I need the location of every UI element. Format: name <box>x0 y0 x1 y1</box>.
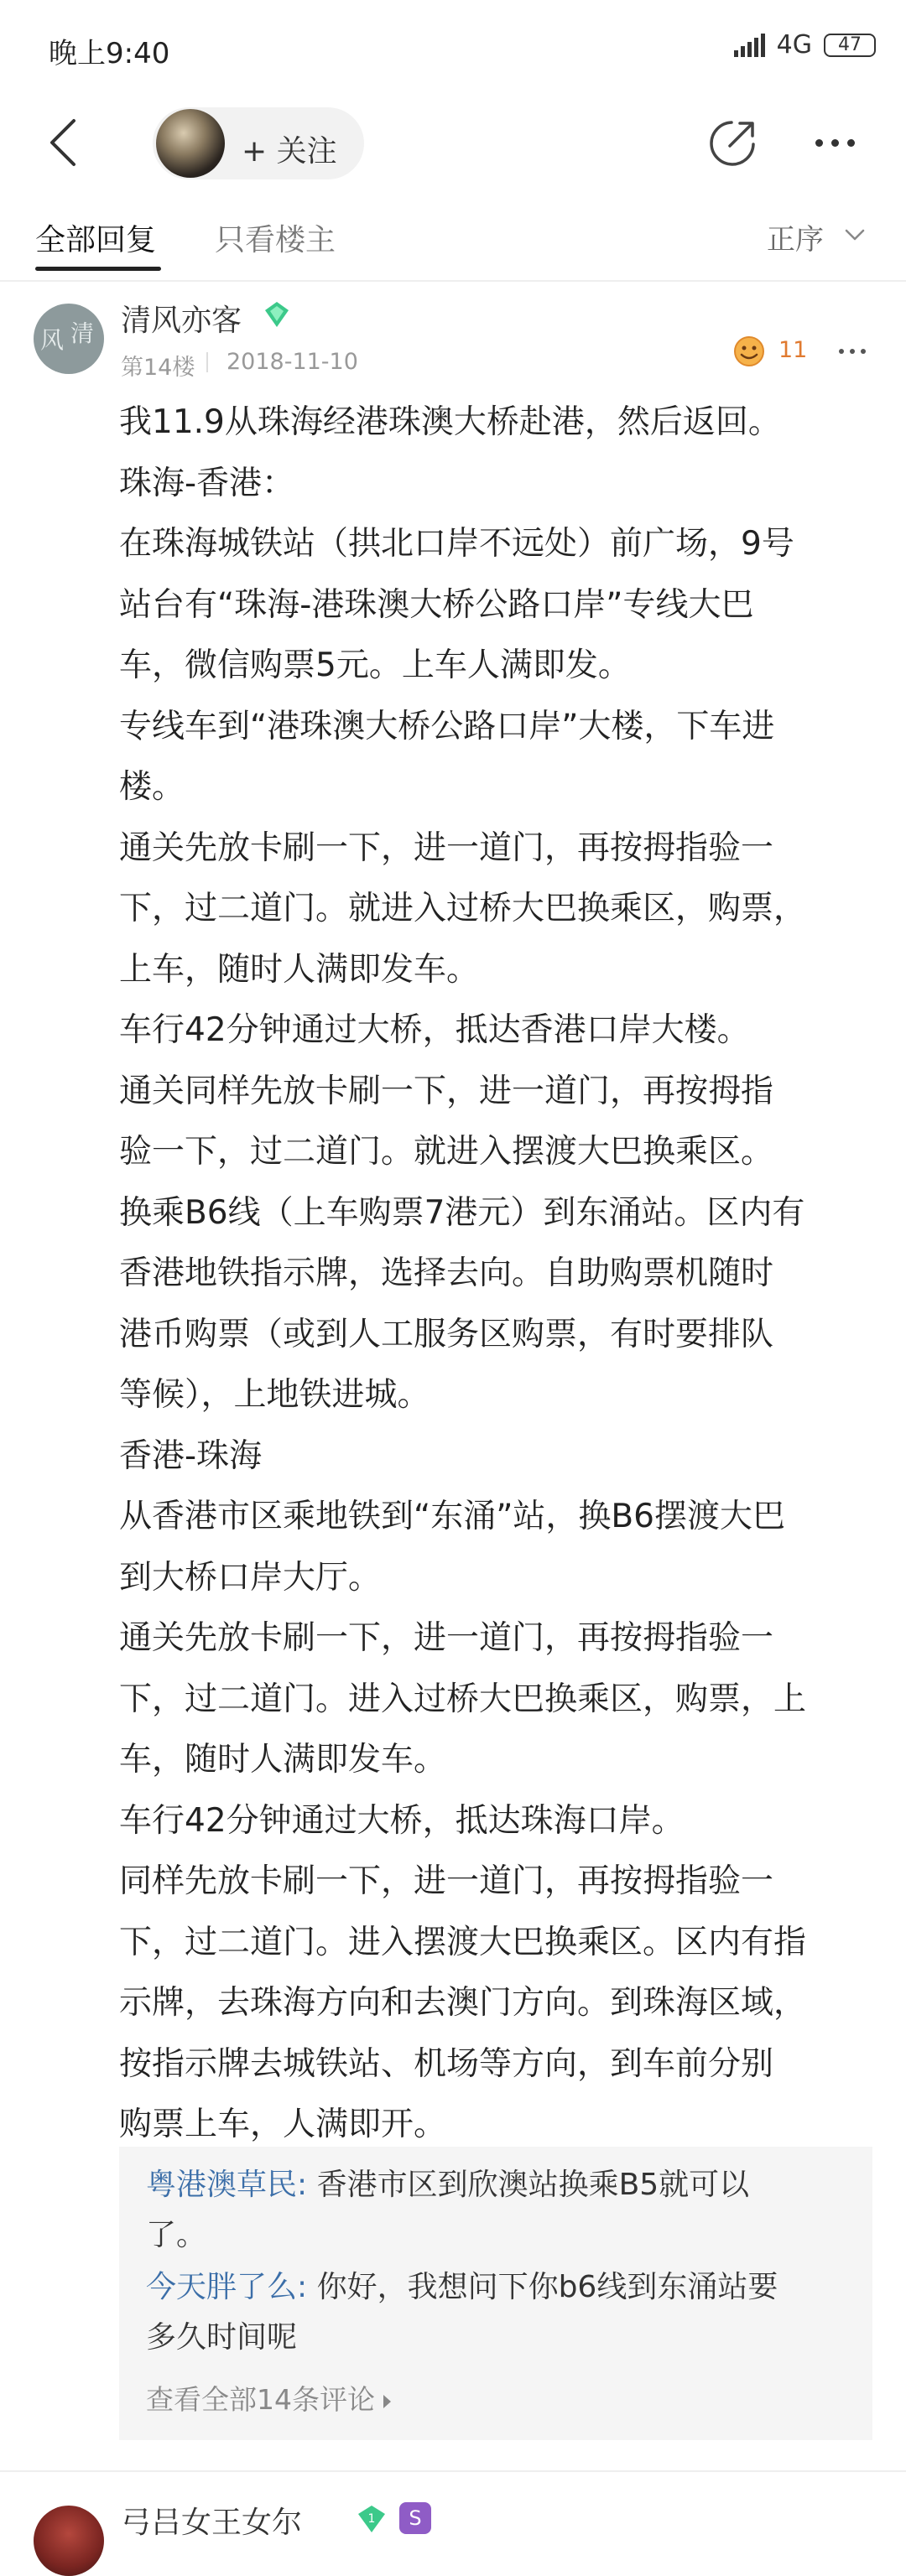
divider <box>0 280 906 282</box>
active-tab-indicator <box>35 267 161 271</box>
content-line: 我11.9从珠海经港珠澳大桥赴港，然后返回。 <box>119 403 781 441</box>
post-date: 2018-11-10 <box>226 349 358 375</box>
username[interactable]: 清风亦客 <box>121 304 242 338</box>
avatar-char: 风 <box>40 326 65 354</box>
content-line: 通关同样先放卡刷一下，进一道门，再按拇指 <box>119 1072 774 1110</box>
reply-text: 香港市区到欣澳站换乘B5就可以 <box>307 2168 750 2202</box>
content-line: 通关先放卡刷一下，进一道门，再按拇指验一 <box>119 1619 774 1657</box>
follow-label[interactable]: + 关注 <box>242 134 337 169</box>
post-more-icon[interactable] <box>839 349 866 354</box>
author-avatar[interactable] <box>156 109 225 178</box>
share-icon[interactable] <box>706 117 758 169</box>
level-badge-icon <box>356 2504 388 2534</box>
content-line: 同样先放卡刷一下，进一道门，再按拇指验一 <box>119 1862 774 1900</box>
reply-tabs <box>0 198 906 282</box>
like-count: 11 <box>778 337 808 363</box>
avatar[interactable] <box>34 304 104 374</box>
content-line: 珠海-香港： <box>119 464 295 502</box>
content-line: 站台有“珠海-港珠澳大桥公路口岸”专线大巴 <box>119 585 754 624</box>
content-line: 楼。 <box>119 768 185 806</box>
tab-all-replies[interactable]: 全部回复 <box>35 223 157 257</box>
content-line: 车行42分钟通过大桥，抵达珠海口岸。 <box>119 1801 685 1840</box>
content-line: 在珠海城铁站（拱北口岸不远处）前广场，9号 <box>119 525 794 563</box>
more-icon[interactable] <box>815 139 855 147</box>
content-line: 专线车到“港珠澳大桥公路口岸”大楼，下车进 <box>119 707 775 745</box>
sub-reply[interactable] <box>146 2160 749 2210</box>
member-badge-icon <box>399 2502 431 2534</box>
reply-username[interactable]: 粤港澳草民: <box>146 2168 308 2202</box>
battery-level: 47 <box>838 34 862 55</box>
avatar[interactable] <box>34 2506 104 2576</box>
post-content <box>119 392 874 2156</box>
content-line: 车，随时人满即发车。 <box>119 1741 447 1779</box>
content-line: 按指示牌去城铁站、机场等方向，到车前分别 <box>119 2044 774 2083</box>
status-bar <box>0 0 906 92</box>
back-arrow-icon[interactable] <box>42 116 92 169</box>
avatar-char: 清 <box>70 319 95 347</box>
like-icon[interactable] <box>732 334 767 369</box>
content-line: 上车，随时人满即发车。 <box>119 950 480 989</box>
view-all-label[interactable]: 查看全部14条评论 <box>146 2383 375 2416</box>
battery-icon <box>824 34 876 57</box>
content-line: 车，微信购票5元。上车人满即发。 <box>119 647 631 684</box>
reply-text: 你好，我想问下你b6线到东涌站要 <box>307 2270 778 2304</box>
content-line: 下，过二道门。进入摆渡大巴换乘区。区内有指 <box>119 1923 807 1961</box>
content-line: 下，过二道门。就进入过桥大巴换乘区，购票， <box>119 890 807 927</box>
content-line: 下，过二道门。进入过桥大巴换乘区，购票，上 <box>119 1680 807 1718</box>
content-line: 港币购票（或到人工服务区购票，有时要排队 <box>119 1315 774 1353</box>
floor-number: 第14楼 <box>121 355 195 381</box>
signal-icon <box>734 34 765 57</box>
content-line: 到大桥口岸大厅。 <box>119 1558 382 1597</box>
sort-order[interactable]: 正序 <box>767 223 824 257</box>
sub-replies <box>119 2147 872 2440</box>
status-time: 晚上9:40 <box>49 37 170 70</box>
content-line: 香港地铁指示牌，选择去向。自助购票机随时 <box>119 1254 774 1292</box>
reply-username[interactable]: 今天胖了么: <box>146 2270 308 2304</box>
chevron-right-icon <box>383 2395 391 2408</box>
chevron-down-icon[interactable] <box>844 226 866 243</box>
content-line: 车行42分钟通过大桥，抵达香港口岸大楼。 <box>119 1011 750 1049</box>
reply-text-cont: 了。 <box>146 2218 207 2252</box>
content-line: 等候），上地铁进城。 <box>119 1376 430 1414</box>
divider <box>0 2470 906 2472</box>
vip-diamond-icon <box>262 300 292 329</box>
content-line: 从香港市区乘地铁到“东涌”站，换B6摆渡大巴 <box>119 1498 785 1535</box>
content-line: 通关先放卡刷一下，进一道门，再按拇指验一 <box>119 828 774 867</box>
status-right <box>734 30 876 60</box>
top-nav <box>0 92 906 193</box>
content-line: 示牌，去珠海方向和去澳门方向。到珠海区域， <box>119 1984 807 2022</box>
username[interactable]: 弓吕女王女尔 <box>121 2506 303 2540</box>
view-all-comments-link[interactable] <box>146 2378 391 2418</box>
content-line: 换乘B6线（上车购票7港元）到东涌站。区内有 <box>119 1193 805 1232</box>
sub-reply[interactable] <box>146 2262 778 2313</box>
content-line: 香港-珠海 <box>119 1436 263 1475</box>
content-line: 验一下，过二道门。就进入摆渡大巴换乘区。 <box>119 1133 774 1171</box>
meta-separator <box>206 352 208 372</box>
badge-letter: S <box>409 2506 422 2530</box>
badge-number: 1 <box>367 2512 376 2526</box>
content-line: 购票上车，人满即开。 <box>119 2106 447 2143</box>
network-type: 4G <box>776 30 812 60</box>
tab-owner-only[interactable]: 只看楼主 <box>215 223 336 257</box>
reply-text-cont: 多久时间呢 <box>146 2320 298 2355</box>
